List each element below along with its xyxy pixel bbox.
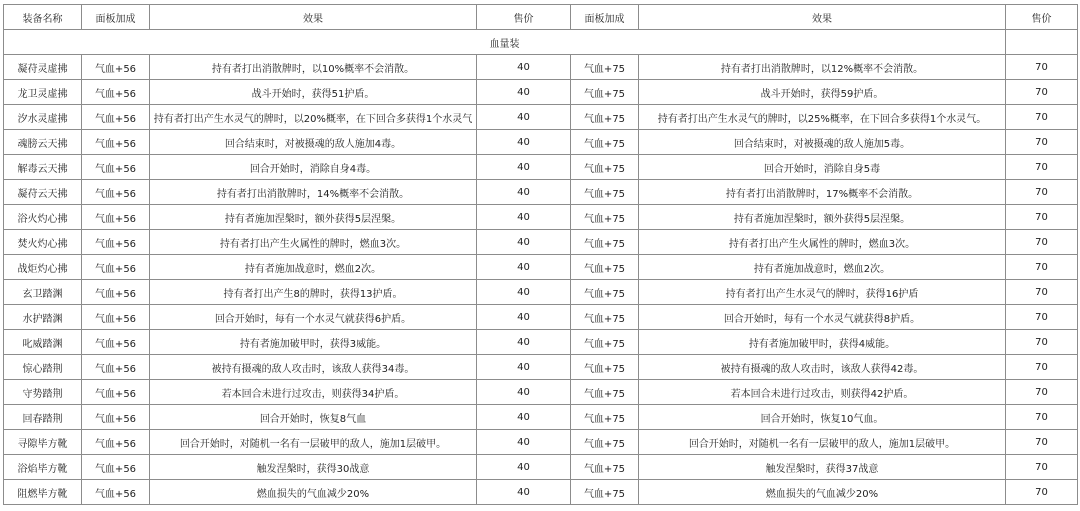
price-cell: 40: [477, 305, 571, 330]
stat-bonus-cell: 气血+75: [571, 205, 639, 230]
price-cell: 40: [477, 80, 571, 105]
item-name-cell: 浴火灼心拂: [4, 205, 82, 230]
price-cell: 40: [477, 280, 571, 305]
stat-bonus-cell: 气血+75: [571, 155, 639, 180]
price-cell: 70: [1006, 280, 1078, 305]
header-cell: 效果: [639, 5, 1006, 30]
stat-bonus-cell: 气血+75: [571, 480, 639, 505]
price-cell: 70: [1006, 455, 1078, 480]
effect-cell: 回合结束时，对被摄魂的敌人施加5毒。: [639, 130, 1006, 155]
item-name-cell: 魂膀云天拂: [4, 130, 82, 155]
effect-cell: 持有者施加战意时，燃血2次。: [150, 255, 477, 280]
price-cell: 70: [1006, 80, 1078, 105]
price-cell: 40: [477, 455, 571, 480]
item-name-cell: 龙卫灵虚拂: [4, 80, 82, 105]
price-cell: 70: [1006, 230, 1078, 255]
item-name-cell: 回春踏荆: [4, 405, 82, 430]
item-name-cell: 阻燃毕方靴: [4, 480, 82, 505]
effect-cell: 持有者打出产生水灵气的牌时，获得16护盾: [639, 280, 1006, 305]
item-name-cell: 守势踏荆: [4, 380, 82, 405]
effect-cell: 回合开始时，恢复8气血: [150, 405, 477, 430]
equipment-table: [3, 4, 1078, 505]
stat-bonus-cell: 气血+56: [82, 255, 150, 280]
price-cell: 40: [477, 380, 571, 405]
effect-cell: 持有者施加涅槃时，额外获得5层涅槃。: [639, 205, 1006, 230]
table-row: [4, 80, 1078, 105]
price-cell: 70: [1006, 55, 1078, 80]
section-empty-cell: [1006, 30, 1078, 55]
effect-cell: 回合开始时，消除自身4毒。: [150, 155, 477, 180]
stat-bonus-cell: 气血+75: [571, 55, 639, 80]
price-cell: 40: [477, 180, 571, 205]
stat-bonus-cell: 气血+56: [82, 105, 150, 130]
price-cell: 40: [477, 330, 571, 355]
effect-cell: 回合开始时，恢复10气血。: [639, 405, 1006, 430]
stat-bonus-cell: 气血+75: [571, 355, 639, 380]
table-row: [4, 180, 1078, 205]
effect-cell: 回合开始时，消除自身5毒: [639, 155, 1006, 180]
table-row: [4, 355, 1078, 380]
stat-bonus-cell: 气血+56: [82, 180, 150, 205]
table-row: [4, 255, 1078, 280]
stat-bonus-cell: 气血+75: [571, 230, 639, 255]
table-row: [4, 330, 1078, 355]
stat-bonus-cell: 气血+75: [571, 330, 639, 355]
effect-cell: 持有者施加破甲时，获得3威能。: [150, 330, 477, 355]
stat-bonus-cell: 气血+56: [82, 380, 150, 405]
table-row: [4, 305, 1078, 330]
header-cell: 售价: [477, 5, 571, 30]
stat-bonus-cell: 气血+56: [82, 480, 150, 505]
effect-cell: 持有者打出产生火属性的牌时，燃血3次。: [150, 230, 477, 255]
effect-cell: 持有者打出产生水灵气的牌时，以25%概率，在下回合多获得1个水灵气。: [639, 105, 1006, 130]
item-name-cell: 水护踏渊: [4, 305, 82, 330]
price-cell: 40: [477, 430, 571, 455]
table-row: [4, 380, 1078, 405]
stat-bonus-cell: 气血+56: [82, 330, 150, 355]
effect-cell: 触发涅槃时，获得37战意: [639, 455, 1006, 480]
price-cell: 40: [477, 230, 571, 255]
item-name-cell: 战炬灼心拂: [4, 255, 82, 280]
item-name-cell: 解毒云天拂: [4, 155, 82, 180]
item-name-cell: 凝苻灵虚拂: [4, 55, 82, 80]
stat-bonus-cell: 气血+75: [571, 80, 639, 105]
effect-cell: 持有者施加涅槃时，额外获得5层涅槃。: [150, 205, 477, 230]
stat-bonus-cell: 气血+75: [571, 305, 639, 330]
item-name-cell: 凝苻云天拂: [4, 180, 82, 205]
effect-cell: 持有者打出消散牌时，以10%概率不会消散。: [150, 55, 477, 80]
effect-cell: 回合结束时，对被摄魂的敌人施加4毒。: [150, 130, 477, 155]
price-cell: 70: [1006, 305, 1078, 330]
effect-cell: 持有者打出产生火属性的牌时，燃血3次。: [639, 230, 1006, 255]
item-name-cell: 汐水灵虚拂: [4, 105, 82, 130]
stat-bonus-cell: 气血+75: [571, 430, 639, 455]
stat-bonus-cell: 气血+56: [82, 230, 150, 255]
price-cell: 70: [1006, 205, 1078, 230]
stat-bonus-cell: 气血+56: [82, 405, 150, 430]
table-body: [4, 30, 1078, 505]
effect-cell: 持有者打出消散牌时，14%概率不会消散。: [150, 180, 477, 205]
stat-bonus-cell: 气血+56: [82, 355, 150, 380]
table-row: [4, 105, 1078, 130]
stat-bonus-cell: 气血+56: [82, 430, 150, 455]
stat-bonus-cell: 气血+56: [82, 205, 150, 230]
stat-bonus-cell: 气血+75: [571, 180, 639, 205]
item-name-cell: 浴焰毕方靴: [4, 455, 82, 480]
price-cell: 40: [477, 55, 571, 80]
effect-cell: 持有者打出消散牌时，以12%概率不会消散。: [639, 55, 1006, 80]
stat-bonus-cell: 气血+56: [82, 130, 150, 155]
item-name-cell: 玄卫踏渊: [4, 280, 82, 305]
header-cell: 效果: [150, 5, 477, 30]
table-row: [4, 130, 1078, 155]
price-cell: 40: [477, 105, 571, 130]
effect-cell: 持有者打出消散牌时，17%概率不会消散。: [639, 180, 1006, 205]
stat-bonus-cell: 气血+75: [571, 405, 639, 430]
effect-cell: 若本回合未进行过攻击，则获得34护盾。: [150, 380, 477, 405]
price-cell: 40: [477, 130, 571, 155]
table-row: [4, 480, 1078, 505]
effect-cell: 回合开始时，每有一个水灵气就获得6护盾。: [150, 305, 477, 330]
effect-cell: 持有者施加战意时，燃血2次。: [639, 255, 1006, 280]
effect-cell: 触发涅槃时，获得30战意: [150, 455, 477, 480]
item-name-cell: 叱威踏渊: [4, 330, 82, 355]
effect-cell: 被持有摄魂的敌人攻击时，该敌人获得34毒。: [150, 355, 477, 380]
section-title: 血量装: [4, 30, 1006, 55]
table-row: [4, 430, 1078, 455]
effect-cell: 持有者打出产生水灵气的牌时，以20%概率，在下回合多获得1个水灵气: [150, 105, 477, 130]
stat-bonus-cell: 气血+56: [82, 305, 150, 330]
price-cell: 70: [1006, 105, 1078, 130]
stat-bonus-cell: 气血+75: [571, 130, 639, 155]
item-name-cell: 惊心踏荆: [4, 355, 82, 380]
table-row: [4, 155, 1078, 180]
effect-cell: 被持有摄魂的敌人攻击时，该敌人获得42毒。: [639, 355, 1006, 380]
price-cell: 40: [477, 480, 571, 505]
header-cell: 面板加成: [82, 5, 150, 30]
table-row: [4, 205, 1078, 230]
price-cell: 40: [477, 255, 571, 280]
effect-cell: 战斗开始时，获得59护盾。: [639, 80, 1006, 105]
stat-bonus-cell: 气血+75: [571, 380, 639, 405]
stat-bonus-cell: 气血+56: [82, 80, 150, 105]
table-row: [4, 405, 1078, 430]
price-cell: 70: [1006, 180, 1078, 205]
price-cell: 70: [1006, 155, 1078, 180]
table-row: [4, 230, 1078, 255]
price-cell: 40: [477, 355, 571, 380]
stat-bonus-cell: 气血+56: [82, 455, 150, 480]
price-cell: 40: [477, 405, 571, 430]
effect-cell: 若本回合未进行过攻击，则获得42护盾。: [639, 380, 1006, 405]
header-cell: 装备名称: [4, 5, 82, 30]
effect-cell: 燃血损失的气血减少20%: [639, 480, 1006, 505]
section-row: [4, 30, 1078, 55]
table-row: [4, 55, 1078, 80]
header-cell: 售价: [1006, 5, 1078, 30]
effect-cell: 持有者打出产生8的牌时，获得13护盾。: [150, 280, 477, 305]
effect-cell: 持有者施加破甲时，获得4威能。: [639, 330, 1006, 355]
price-cell: 70: [1006, 380, 1078, 405]
stat-bonus-cell: 气血+75: [571, 455, 639, 480]
header-row: [4, 5, 1078, 30]
effect-cell: 回合开始时，对随机一名有一层破甲的敌人，施加1层破甲。: [639, 430, 1006, 455]
table-row: [4, 455, 1078, 480]
price-cell: 70: [1006, 355, 1078, 380]
price-cell: 70: [1006, 430, 1078, 455]
price-cell: 70: [1006, 255, 1078, 280]
stat-bonus-cell: 气血+75: [571, 280, 639, 305]
stat-bonus-cell: 气血+75: [571, 255, 639, 280]
stat-bonus-cell: 气血+75: [571, 105, 639, 130]
effect-cell: 燃血损失的气血减少20%: [150, 480, 477, 505]
stat-bonus-cell: 气血+56: [82, 155, 150, 180]
item-name-cell: 寻隙毕方靴: [4, 430, 82, 455]
stat-bonus-cell: 气血+56: [82, 280, 150, 305]
effect-cell: 回合开始时，每有一个水灵气就获得8护盾。: [639, 305, 1006, 330]
price-cell: 40: [477, 155, 571, 180]
price-cell: 70: [1006, 405, 1078, 430]
effect-cell: 战斗开始时，获得51护盾。: [150, 80, 477, 105]
table-row: [4, 280, 1078, 305]
price-cell: 40: [477, 205, 571, 230]
price-cell: 70: [1006, 130, 1078, 155]
item-name-cell: 焚火灼心拂: [4, 230, 82, 255]
price-cell: 70: [1006, 330, 1078, 355]
price-cell: 70: [1006, 480, 1078, 505]
effect-cell: 回合开始时，对随机一名有一层破甲的敌人，施加1层破甲。: [150, 430, 477, 455]
stat-bonus-cell: 气血+56: [82, 55, 150, 80]
header-cell: 面板加成: [571, 5, 639, 30]
